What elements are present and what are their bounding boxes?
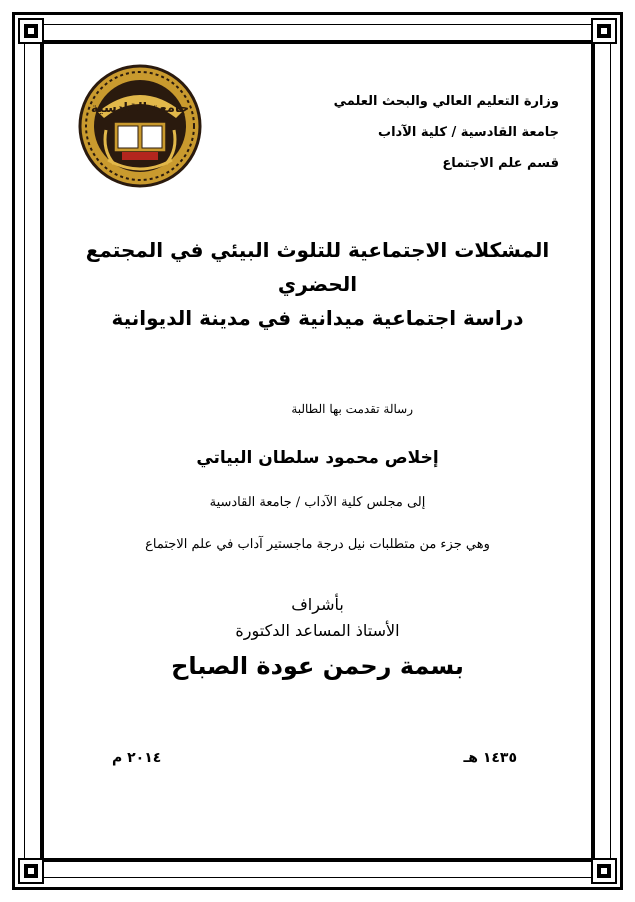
supervision-label: بأشراف xyxy=(291,595,344,614)
student-name: إخلاص محمود سلطان البياتي xyxy=(196,448,439,468)
university-college: جامعة القادسية / كلية الآداب xyxy=(378,125,559,140)
university-seal xyxy=(78,60,202,196)
corner-ornament-bottom-right xyxy=(591,858,617,884)
corner-ornament-top-left xyxy=(18,18,44,44)
submitted-to: إلى مجلس كلية الآداب / جامعة القادسية xyxy=(209,495,426,510)
thesis-subtitle: دراسة اجتماعية ميدانية في مدينة الديوانية xyxy=(111,306,524,330)
ministry-name: وزارة التعليم العالي والبحث العلمي xyxy=(333,94,559,109)
hijri-year: ١٤٣٥ هـ xyxy=(463,750,517,766)
submission-intro: رسالة تقدمت بها الطالبة xyxy=(291,402,413,416)
thesis-title-line1: المشكلات الاجتماعية للتلوث البيئي في المجتمع xyxy=(85,238,550,262)
corner-ornament-top-right xyxy=(591,18,617,44)
supervisor-rank: الأستاذ المساعد الدكتورة xyxy=(235,621,400,640)
department-name: قسم علم الاجتماع xyxy=(442,156,559,171)
thesis-title-line2: الحضري xyxy=(277,272,358,296)
gregorian-year: ٢٠١٤ م xyxy=(112,750,162,766)
supervisor-name: بسمة رحمن عودة الصباح xyxy=(171,652,464,680)
degree-purpose: وهي جزء من متطلبات نيل درجة ماجستير آداب في علم الاجتماع xyxy=(145,537,490,552)
corner-ornament-bottom-left xyxy=(18,858,44,884)
seal-emblem-icon xyxy=(78,60,202,196)
seal-text: جامعة القادسية xyxy=(90,101,190,116)
